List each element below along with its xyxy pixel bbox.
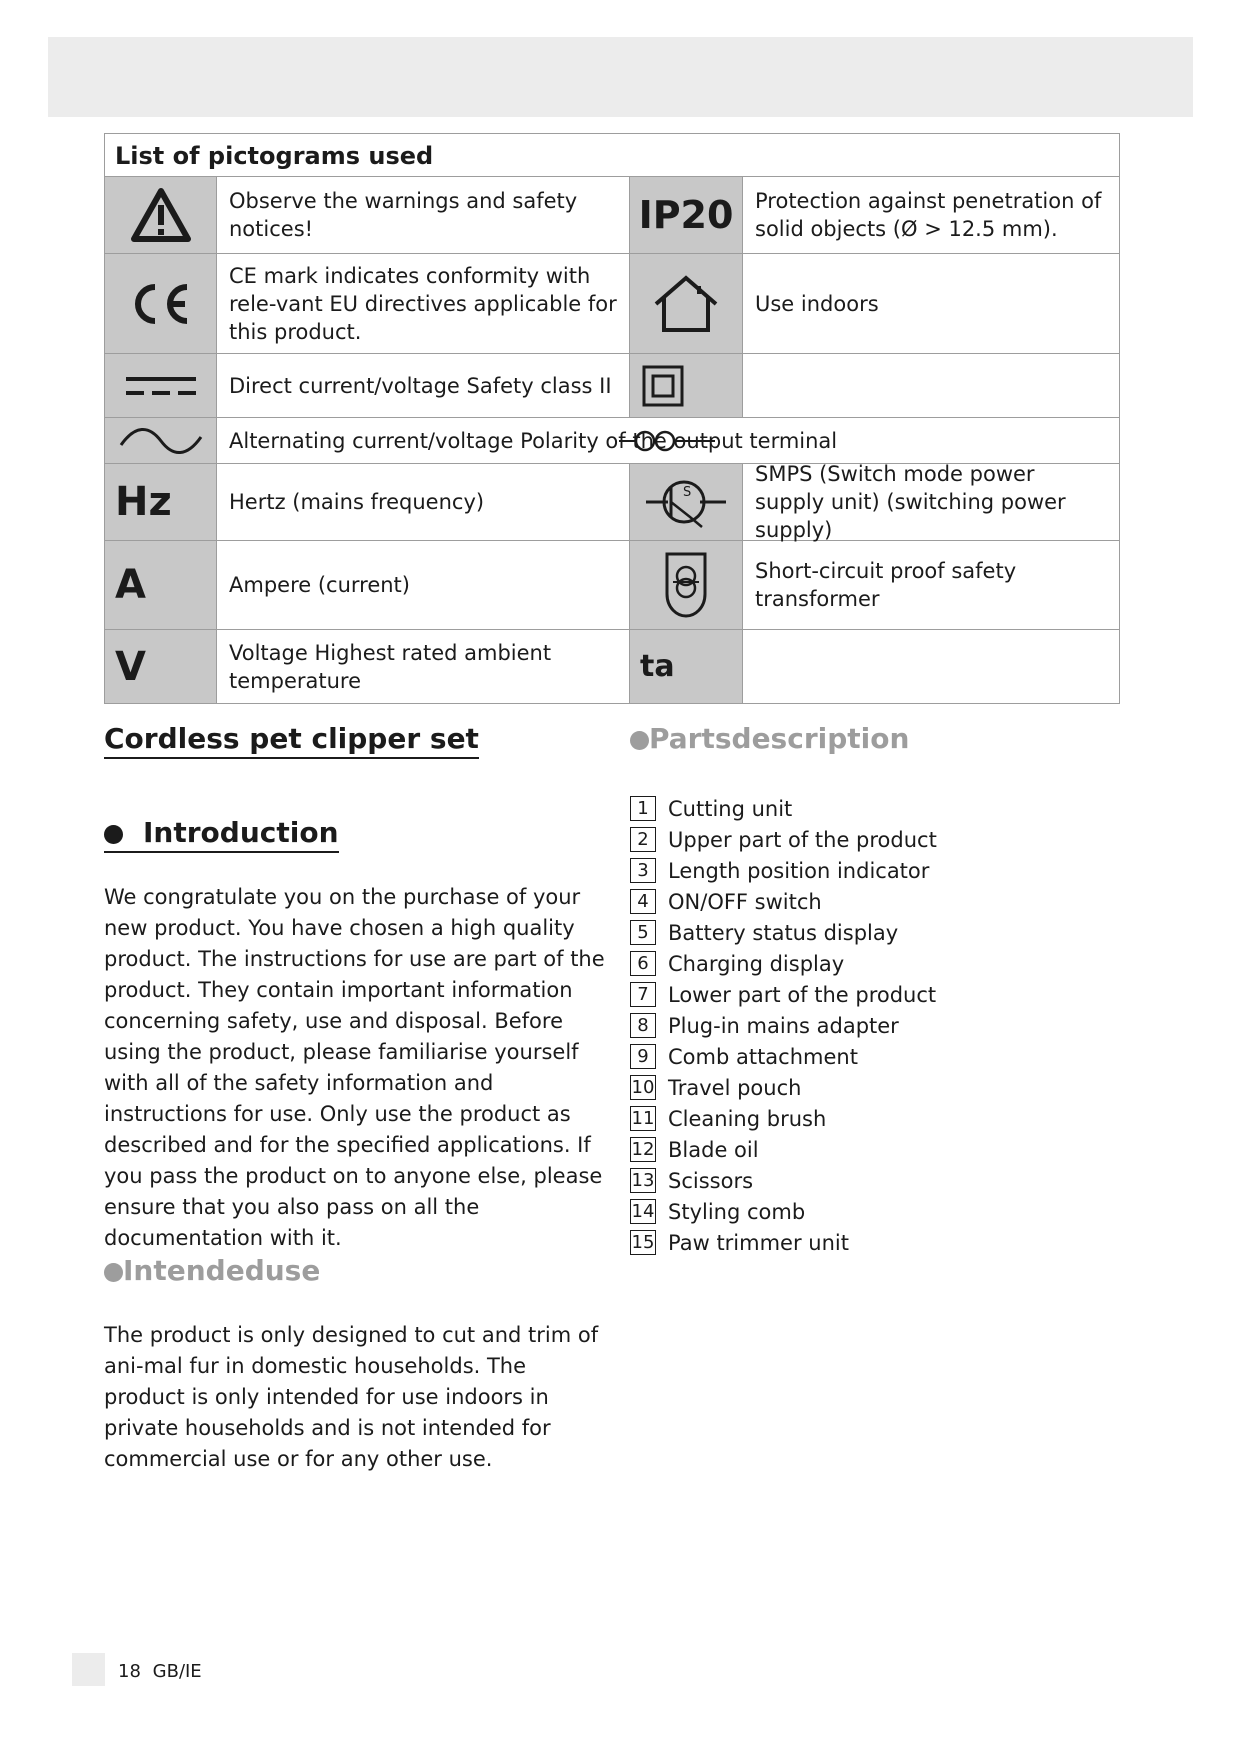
pictogram-description: Alternating current/voltage Polarity of the output terminal <box>229 428 838 453</box>
part-item <box>630 948 937 979</box>
part-item <box>630 855 937 886</box>
page-footer <box>118 1661 202 1682</box>
part-item <box>630 824 937 855</box>
pictogram-description <box>743 630 1119 703</box>
part-number: 12 <box>631 1139 655 1160</box>
pictogram-row <box>105 177 1119 254</box>
pictogram-description: Voltage Highest rated ambient temperature <box>217 630 630 703</box>
smps-icon <box>644 475 728 529</box>
part-label: Travel pouch <box>668 1075 802 1100</box>
part-label: Cutting unit <box>668 796 793 821</box>
pictogram-row <box>105 254 1119 354</box>
part-label: Charging display <box>668 951 845 976</box>
part-label: Battery status display <box>668 920 899 945</box>
part-label: Styling comb <box>668 1199 806 1224</box>
part-number: 5 <box>630 920 656 945</box>
part-label: Length position indicator <box>668 858 930 883</box>
part-number: 3 <box>630 858 656 883</box>
part-item <box>630 1165 937 1196</box>
intended-use-body: The product is only designed to cut and trim of ani-mal fur in domestic households. The product is only intended for use indoors in private households and is not intended for commercial use or for any other use. <box>104 1323 599 1471</box>
pictogram-description: Direct current/voltage Safety class II <box>217 354 630 417</box>
ce-mark-icon <box>129 281 193 327</box>
alternating-current-icon <box>119 427 203 455</box>
bullet-icon <box>104 825 123 844</box>
introduction-body: We congratulate you on the purchase of your new product. You have chosen a high quality product. The instructions for use are part of the product. They contain important information concerning safety, use and disposal. Before using the product, please familiarise yourself with all of the safety information and instructions for use. Only use the product as described and for the specified applications. If you pass the product on to anyone else, please ensure that you also pass on all the documentation with it. <box>104 885 605 1250</box>
direct-current-icon <box>124 371 198 401</box>
pictogram-description: Protection against penetration of solid objects (Ø > 12.5 mm). <box>755 189 1102 241</box>
ampere-icon: A <box>115 562 146 608</box>
part-number: 6 <box>630 951 656 976</box>
main-title: Cordless pet clipper set <box>104 722 479 759</box>
part-label: Comb attachment <box>668 1044 858 1069</box>
parts-description-heading: Partsdescription <box>630 722 909 755</box>
part-label: Paw trimmer unit <box>668 1230 849 1255</box>
safety-class-2-icon <box>642 365 684 407</box>
bullet-icon <box>104 1263 123 1282</box>
part-label: Plug-in mains adapter <box>668 1013 899 1038</box>
pictogram-description: SMPS (Switch mode power supply unit) (switching power supply) <box>755 462 1066 542</box>
part-label: Lower part of the product <box>668 982 937 1007</box>
part-item <box>630 1134 937 1165</box>
part-number: 2 <box>630 827 656 852</box>
part-item <box>630 1227 937 1258</box>
house-icon <box>651 274 721 334</box>
header-band <box>48 37 1193 117</box>
part-label: Blade oil <box>668 1137 759 1162</box>
page-number: 18 <box>118 1661 141 1682</box>
part-number: 7 <box>630 982 656 1007</box>
part-number: 14 <box>631 1201 655 1222</box>
part-item <box>630 886 937 917</box>
parts-list <box>630 793 937 1258</box>
part-label: Cleaning brush <box>668 1106 827 1131</box>
page-locale: GB/IE <box>152 1661 202 1682</box>
part-number: 15 <box>631 1232 655 1253</box>
pictogram-row <box>105 354 1119 418</box>
ip20-icon: IP20 <box>638 193 734 237</box>
pictogram-table <box>104 133 1120 704</box>
pictogram-row <box>105 418 1119 464</box>
hz-icon: Hz <box>115 479 172 525</box>
introduction-heading: Introduction <box>104 816 339 853</box>
pictogram-description: Ampere (current) <box>217 541 630 629</box>
part-number: 13 <box>631 1170 655 1191</box>
pictogram-row <box>105 464 1119 541</box>
pictogram-table-title: List of pictograms used <box>105 134 1119 177</box>
intended-use-heading: Intendeduse <box>104 1254 320 1287</box>
part-label: Scissors <box>668 1168 754 1193</box>
part-number: 4 <box>630 889 656 914</box>
pictogram-row <box>105 630 1119 703</box>
part-label: Upper part of the product <box>668 827 937 852</box>
ambient-temperature-icon: ta <box>640 649 675 684</box>
bullet-icon <box>630 731 649 750</box>
part-item <box>630 979 937 1010</box>
part-number: 8 <box>630 1013 656 1038</box>
part-number: 1 <box>630 796 656 821</box>
pictogram-row <box>105 541 1119 630</box>
part-item <box>630 1103 937 1134</box>
pictogram-description <box>743 354 1119 417</box>
part-item <box>630 1072 937 1103</box>
pictogram-description: CE mark indicates conformity with rele-vant EU directives applicable for this product. <box>217 254 630 353</box>
pictogram-description: Use indoors <box>755 291 879 316</box>
svg-text:S: S <box>683 485 692 500</box>
voltage-icon: V <box>115 643 146 690</box>
part-item <box>630 1010 937 1041</box>
part-number: 11 <box>631 1108 655 1129</box>
footer-marker <box>72 1653 105 1686</box>
short-circuit-transformer-icon <box>661 550 711 620</box>
pictogram-description: Hertz (mains frequency) <box>217 464 630 540</box>
pictogram-description: Observe the warnings and safety notices! <box>217 177 630 253</box>
part-number: 9 <box>630 1044 656 1069</box>
part-item <box>630 917 937 948</box>
warning-triangle-icon <box>130 187 192 243</box>
part-item <box>630 1196 937 1227</box>
part-number: 10 <box>631 1077 655 1098</box>
pictogram-description: Short-circuit proof safety transformer <box>755 559 1017 611</box>
part-item <box>630 793 937 824</box>
part-item <box>630 1041 937 1072</box>
part-label: ON/OFF switch <box>668 889 822 914</box>
